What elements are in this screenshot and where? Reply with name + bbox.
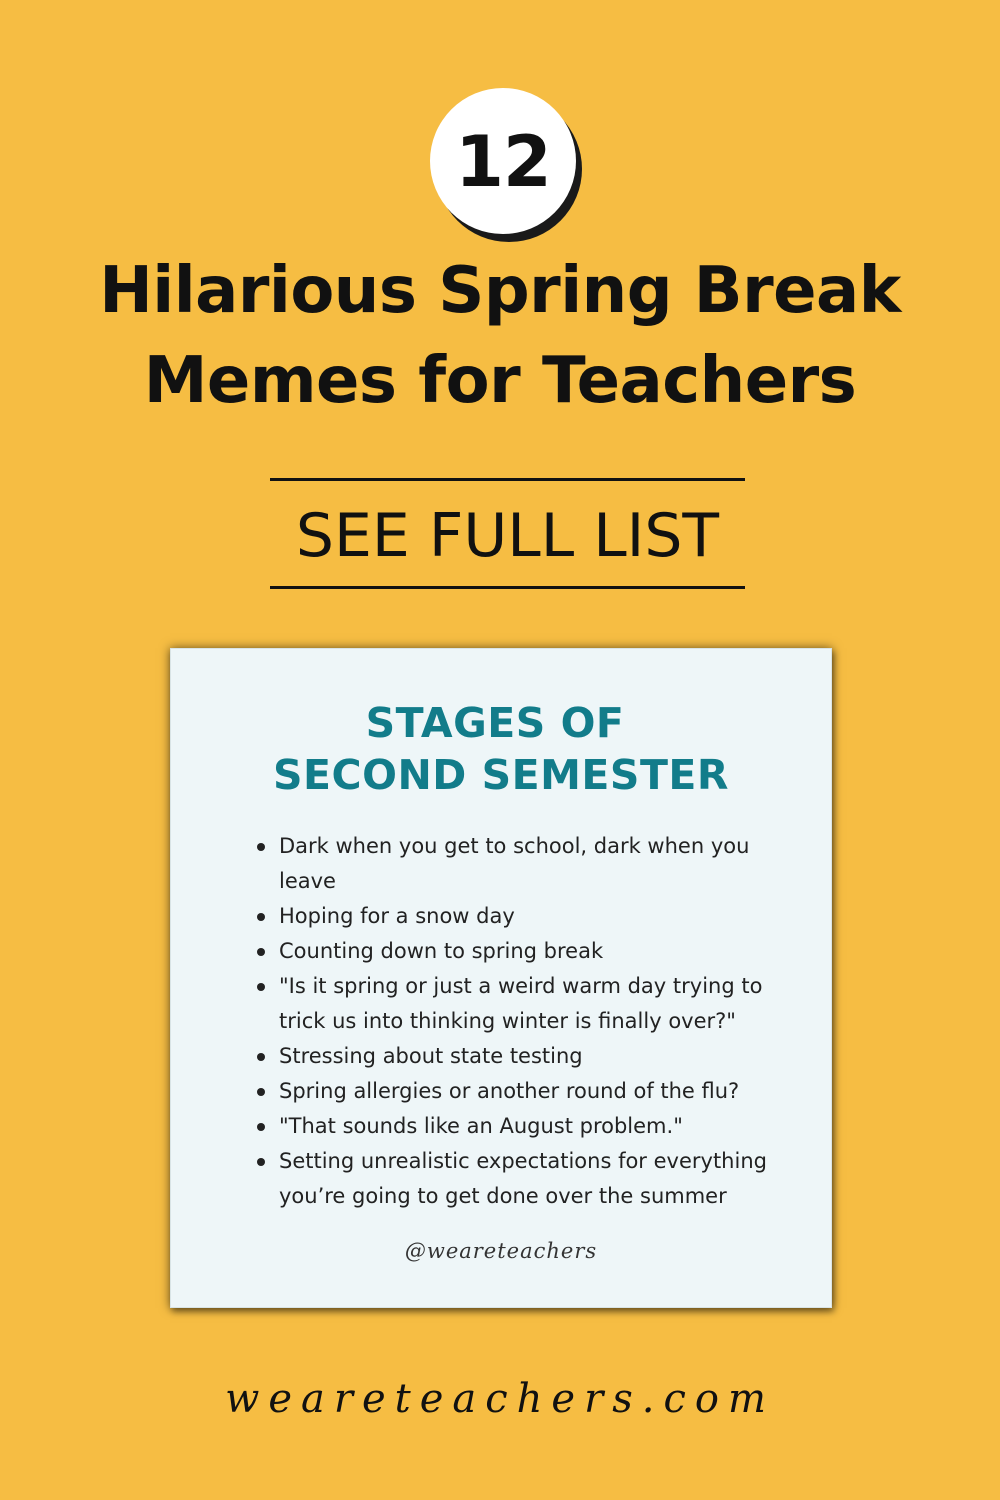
list-item (257, 1109, 777, 1144)
list-item-text: Dark when you get to school, dark when you leave (279, 834, 750, 893)
stages-list (257, 829, 777, 1214)
bullet-icon (257, 983, 265, 991)
list-item-text: Counting down to spring break (279, 939, 604, 963)
bullet-icon (257, 948, 265, 956)
card-title-line-1: STAGES OF (365, 699, 625, 747)
list-item-text: Setting unrealistic expectations for everything you’re going to get done over the summer (279, 1149, 767, 1208)
card-title-line-2: SECOND SEMESTER (272, 751, 730, 799)
list-item (257, 829, 777, 899)
bullet-icon (257, 1123, 265, 1131)
list-item (257, 899, 777, 934)
list-item (257, 969, 777, 1039)
list-item (257, 1144, 777, 1214)
list-item-text: "That sounds like an August problem." (279, 1114, 683, 1138)
card-title (171, 697, 831, 801)
headline-line-1: Hilarious Spring Break (99, 254, 901, 328)
bullet-icon (257, 1158, 265, 1166)
list-item (257, 1039, 777, 1074)
bullet-icon (257, 1088, 265, 1096)
cta-divider-bottom (270, 586, 745, 589)
bullet-icon (257, 843, 265, 851)
page-headline (40, 246, 960, 426)
site-url[interactable]: weareteachers.com (225, 1376, 775, 1422)
bullet-icon (257, 913, 265, 921)
badge-number: 12 (455, 121, 551, 203)
list-item-text: Stressing about state testing (279, 1044, 583, 1068)
number-badge (430, 88, 576, 234)
headline-line-2: Memes for Teachers (143, 344, 857, 418)
list-item-text: "Is it spring or just a weird warm day trying to trick us into thinking winter is finally over?" (279, 974, 763, 1033)
see-full-list-link[interactable]: SEE FULL LIST (295, 501, 720, 571)
list-item (257, 1074, 777, 1109)
list-item-text: Spring allergies or another round of the flu? (279, 1079, 740, 1103)
cta-divider-top (270, 478, 745, 481)
card-social-handle: @weareteachers (404, 1239, 598, 1263)
bullet-icon (257, 1053, 265, 1061)
meme-card (170, 648, 832, 1308)
list-item (257, 934, 777, 969)
list-item-text: Hoping for a snow day (279, 904, 515, 928)
